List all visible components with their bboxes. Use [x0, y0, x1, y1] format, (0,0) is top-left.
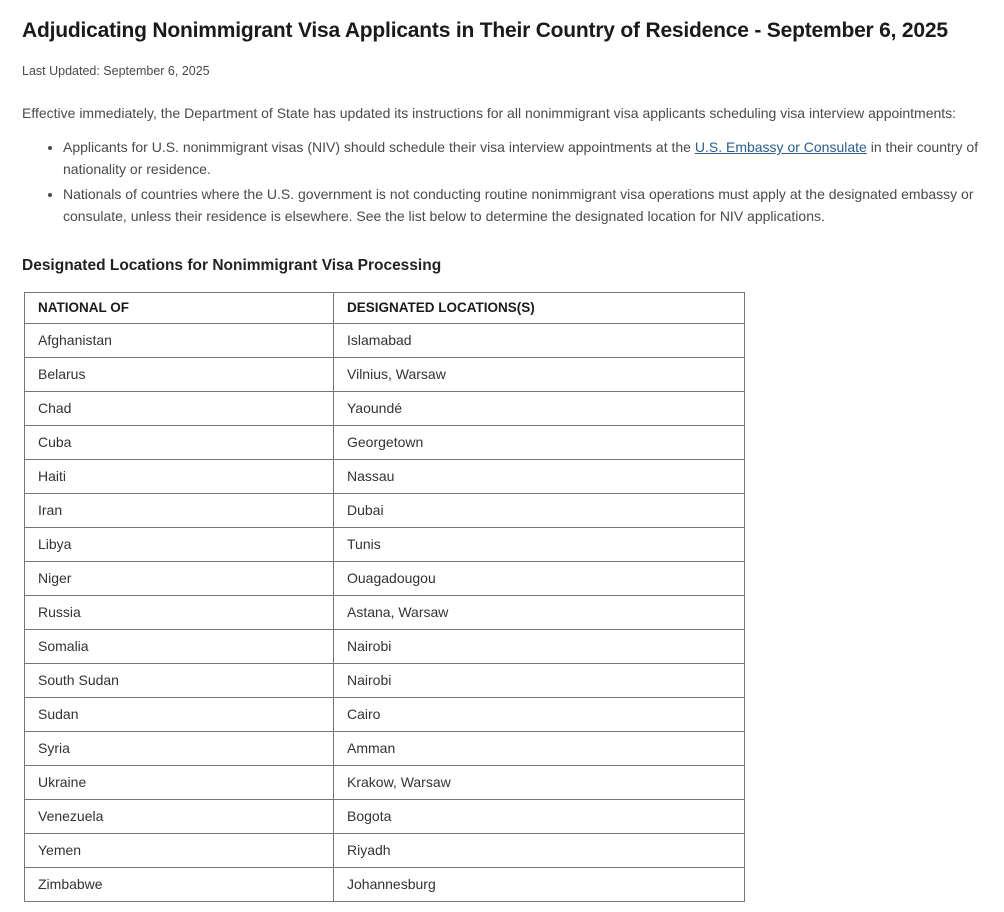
- national-of-cell: Syria: [25, 732, 334, 766]
- table-row: [25, 358, 745, 392]
- table-row: [25, 460, 745, 494]
- header-national-of: NATIONAL OF: [25, 293, 334, 324]
- designated-location-cell: Bogota: [334, 800, 745, 834]
- embassy-consulate-link[interactable]: U.S. Embassy or Consulate: [694, 139, 867, 156]
- table-header-row: [25, 293, 745, 324]
- designated-location-cell: Vilnius, Warsaw: [334, 358, 745, 392]
- table-row: [25, 562, 745, 596]
- national-of-cell: Iran: [25, 494, 334, 528]
- designated-location-cell: Riyadh: [334, 834, 745, 868]
- intro-paragraph: Effective immediately, the Department of State has updated its instructions for all nonimmigrant visa applicants scheduling visa interview appointments:: [22, 105, 957, 122]
- national-of-cell: Afghanistan: [25, 324, 334, 358]
- designated-location-cell: Islamabad: [334, 324, 745, 358]
- table-row: [25, 324, 745, 358]
- national-of-cell: Chad: [25, 392, 334, 426]
- designated-location-cell: Yaoundé: [334, 392, 745, 426]
- national-of-cell: Ukraine: [25, 766, 334, 800]
- table-row: [25, 868, 745, 902]
- table-row: [25, 392, 745, 426]
- designated-location-cell: Tunis: [334, 528, 745, 562]
- designated-location-cell: Nairobi: [334, 664, 745, 698]
- locations-table: [24, 292, 745, 902]
- table-heading: Designated Locations for Nonimmigrant Visa Processing: [22, 257, 442, 275]
- national-of-cell: Russia: [25, 596, 334, 630]
- designated-location-cell: Nairobi: [334, 630, 745, 664]
- table-body: [25, 324, 745, 902]
- national-of-cell: Yemen: [25, 834, 334, 868]
- national-of-cell: Zimbabwe: [25, 868, 334, 902]
- designated-location-cell: Nassau: [334, 460, 745, 494]
- table-row: [25, 800, 745, 834]
- national-of-cell: Belarus: [25, 358, 334, 392]
- page-title: Adjudicating Nonimmigrant Visa Applicants in Their Country of Residence - September 6, 2025: [22, 19, 948, 42]
- national-of-cell: Niger: [25, 562, 334, 596]
- table-row: [25, 834, 745, 868]
- bullet-text-after-link: in their country of nationality or residence.: [63, 139, 979, 178]
- national-of-cell: Sudan: [25, 698, 334, 732]
- header-designated-locations: DESIGNATED LOCATIONS(S): [334, 293, 745, 324]
- designated-location-cell: Ouagadougou: [334, 562, 745, 596]
- list-item: [63, 137, 982, 181]
- table-row: [25, 664, 745, 698]
- national-of-cell: Somalia: [25, 630, 334, 664]
- designated-location-cell: Johannesburg: [334, 868, 745, 902]
- designated-location-cell: Amman: [334, 732, 745, 766]
- designated-location-cell: Krakow, Warsaw: [334, 766, 745, 800]
- national-of-cell: Venezuela: [25, 800, 334, 834]
- table-row: [25, 528, 745, 562]
- designated-location-cell: Astana, Warsaw: [334, 596, 745, 630]
- table-row: [25, 698, 745, 732]
- national-of-cell: Cuba: [25, 426, 334, 460]
- designated-location-cell: Georgetown: [334, 426, 745, 460]
- table-row: [25, 596, 745, 630]
- designated-location-cell: Cairo: [334, 698, 745, 732]
- notice-list: [22, 137, 982, 228]
- national-of-cell: Libya: [25, 528, 334, 562]
- last-updated-text: Last Updated: September 6, 2025: [22, 64, 210, 79]
- national-of-cell: Haiti: [25, 460, 334, 494]
- table-row: [25, 494, 745, 528]
- list-item: [63, 184, 982, 228]
- table-row: [25, 732, 745, 766]
- national-of-cell: South Sudan: [25, 664, 334, 698]
- designated-location-cell: Dubai: [334, 494, 745, 528]
- table-row: [25, 630, 745, 664]
- table-row: [25, 426, 745, 460]
- table-row: [25, 766, 745, 800]
- bullet-text: Nationals of countries where the U.S. government is not conducting routine nonimmigrant visa operations must apply at the designated embassy or consulate, unless their residence is elsewhere. See the list below to determine the designated location for NIV applications.: [63, 186, 974, 225]
- bullet-text-before-link: Applicants for U.S. nonimmigrant visas (NIV) should schedule their visa interview appointments at the: [63, 139, 695, 156]
